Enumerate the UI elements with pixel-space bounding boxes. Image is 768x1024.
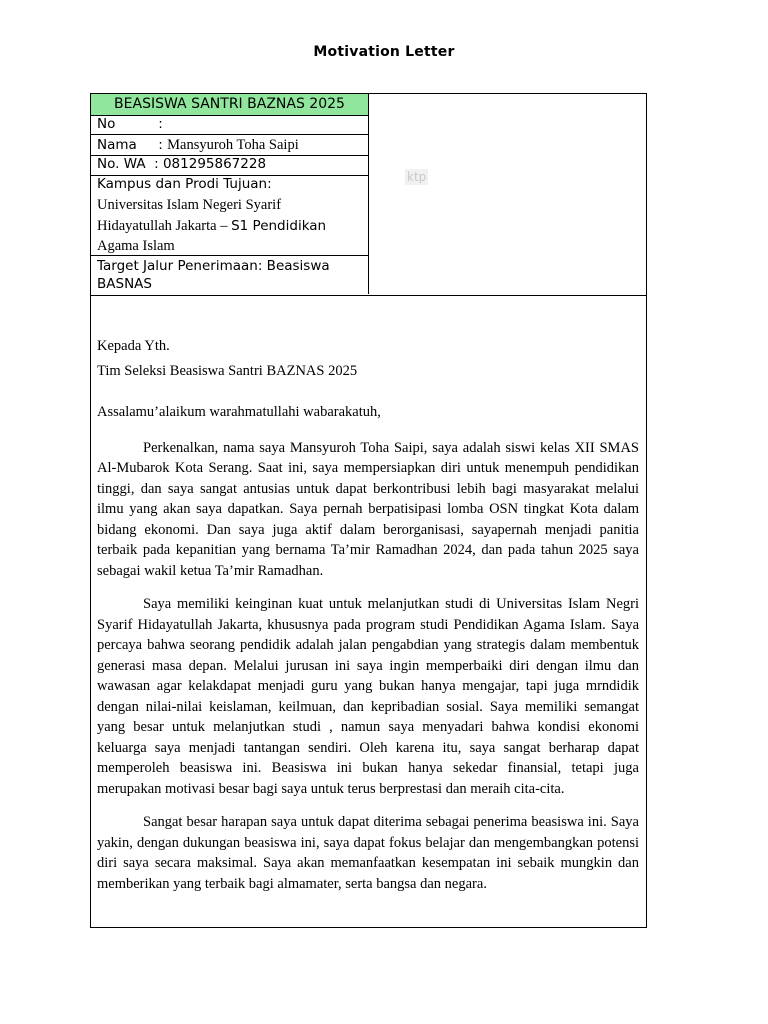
paragraph-motivation: Saya memiliki keinginan kuat untuk melanjutkan studi di Universitas Islam Negri Syarif Hidayatullah Jakarta, khususnya pada program studi Pendidikan Agama Islam. Saya percaya bahwa seorang pendidik adalah jalan pengabdian yang strategis dalam membentuk generasi masa depan. Melalui jurusan ini saya ingin memperbaiki diri dengan ilmu dan wawasan agar kelakdapat menjadi guru yang bukan hanya mengajar, tapi juga mrndidik dengan nilai-nilai keislaman, keilmuan, dan kepribadian sosial. Saya memiliki semangat yang besar untuk melanjutkan studi , namun saya menyadari bahwa kondisi ekonomi keluarga saya menjadi tantangan sendiri. Oleh karena itu, saya sangat berharap dapat memperoleh beasiswa ini. Beasiswa ini bukan hanya sekedar finansial, tetapi juga merupakan motivasi besar bagi saya untuk terus berprestasi dan meraih cita-cita.	[97, 596, 639, 797]
name-value: Mansyuroh Toha Saipi	[167, 137, 299, 153]
paragraph-closing: Sangat besar harapan saya untuk dapat diterima sebagai penerima beasiswa ini. Saya yakin, dengan dukungan beasiswa ini, saya dapat fokus belajar dan mengembangkan potensi diri saya secara maksimal. Saya akan memanfaatkan kesempatan ini sebaik mungkin dan memberikan yang terbaik bagi almamater, serta bangsa dan negara.	[97, 814, 639, 892]
paragraph-introduction: Perkenalkan, nama saya Mansyuroh Toha Saipi, saya adalah siswi kelas XII SMAS Al-Mubarok Kota Serang. Saat ini, saya mempersiapkan diri untuk menempuh pendidikan tinggi, dan saya sangat antusias untuk dapat berkontribusi lebih bagi masyarakat melalui ilmu yang akan saya dapatkan. Saya pernah berpatisipasi lomba OSN tingkat Kota dalam bidang ekonomi. Dan saya juga aktif dalam berorganisasi, sayapernah menjadi panitia terbaik pada kepanitian yang bernama Ta’mir Ramadhan 2024, dan pada tahun 2025 saya sebagai wakil ketua Ta’mir Ramadhan.	[97, 439, 639, 579]
letter-recipient: Tim Seleksi Beasiswa Santri BAZNAS 2025	[97, 362, 358, 379]
letter-body	[97, 336, 639, 907]
campus-name: Universitas Islam Negeri Syarif Hidayatullah Jakarta –	[97, 197, 282, 234]
whatsapp-field: No. WA : 081295867228	[91, 156, 368, 176]
document-title: Motivation Letter	[313, 44, 455, 60]
scholarship-banner: BEASISWA SANTRI BAZNAS 2025	[91, 94, 368, 116]
applicant-info-column	[91, 94, 369, 294]
campus-program-field	[91, 176, 368, 256]
number-field	[91, 116, 368, 135]
id-card-photo-area	[369, 94, 646, 294]
name-field	[91, 135, 368, 156]
study-level: S1 Pendidikan	[231, 217, 327, 234]
study-program: Agama Islam	[97, 238, 175, 254]
campus-program-label: Kampus dan Prodi Tujuan:	[97, 176, 272, 192]
admission-track-field: Target Jalur Penerimaan: Beasiswa BASNAS	[97, 258, 330, 292]
id-card-placeholder: ktp	[407, 170, 427, 184]
letter-salutation: Kepada Yth.	[97, 338, 170, 354]
name-label: Nama :	[97, 137, 163, 153]
applicant-header-table	[91, 94, 646, 296]
letter-greeting: Assalamu’alaikum warahmatullahi wabarakatuh,	[97, 404, 381, 420]
number-label: No :	[97, 116, 163, 132]
campus-program-value	[97, 195, 347, 257]
